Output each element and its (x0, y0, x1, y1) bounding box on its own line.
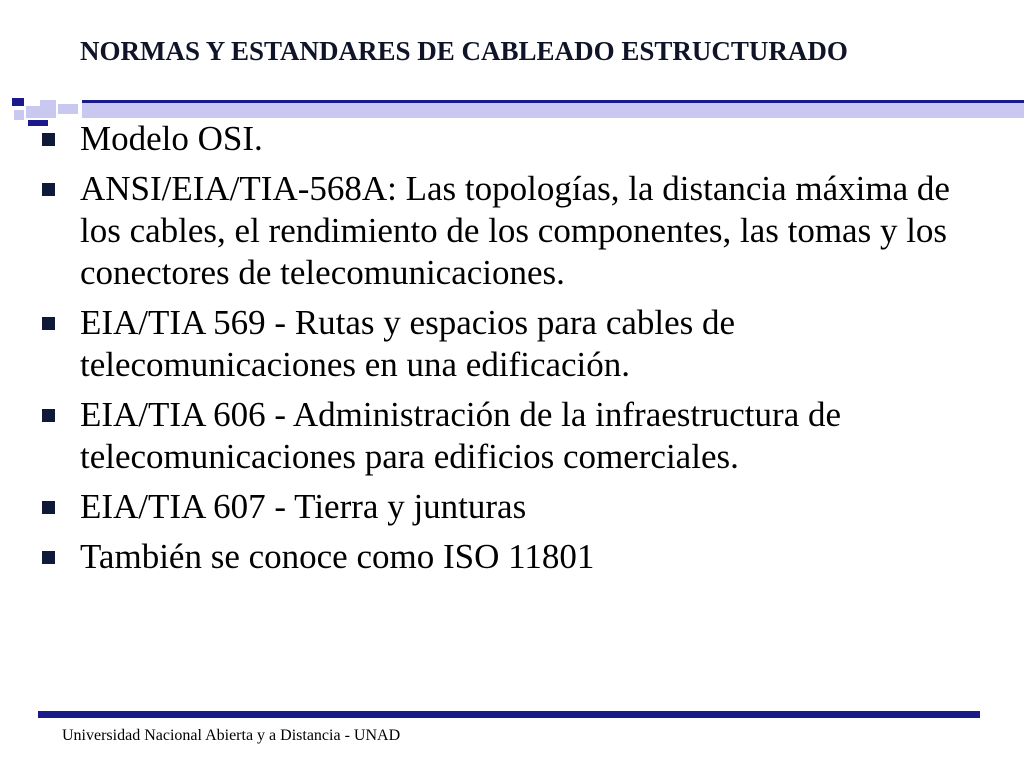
decorative-square (58, 104, 78, 114)
bullet-text: EIA/TIA 569 - Rutas y espacios para cables de telecomunicaciones en una edificación. (80, 303, 736, 384)
header-accent-bar (82, 103, 1024, 118)
bullet-item (38, 486, 998, 528)
bullet-item (38, 394, 998, 478)
bullet-text: EIA/TIA 606 - Administración de la infraestructura de telecomunicaciones para edificios comerciales. (80, 395, 842, 476)
decorative-square (12, 98, 24, 106)
bullet-text: ANSI/EIA/TIA-568A: Las topologías, la distancia máxima de los cables, el rendimiento de los componentes, las tomas y los conectores de telecomunicaciones. (80, 169, 950, 292)
bullet-text: También se conoce como ISO 11801 (80, 537, 595, 576)
square-bullet-icon (42, 501, 55, 514)
square-bullet-icon (42, 183, 55, 196)
bullet-item (38, 536, 998, 578)
decorative-square (26, 106, 40, 118)
bullet-text: Modelo OSI. (80, 119, 263, 158)
square-bullet-icon (42, 317, 55, 330)
slide-title: NORMAS Y ESTANDARES DE CABLEADO ESTRUCTURADO (80, 36, 848, 66)
decorative-square (14, 110, 24, 120)
footer-institution: Universidad Nacional Abierta y a Distancia - UNAD (62, 727, 401, 744)
header-rule (82, 100, 1024, 103)
square-bullet-icon (42, 551, 55, 564)
bullet-text: EIA/TIA 607 - Tierra y junturas (80, 487, 527, 526)
bullet-item (38, 302, 998, 386)
bullet-list (38, 118, 998, 586)
bullet-item (38, 118, 998, 160)
bullet-item (38, 168, 998, 294)
decorative-square (40, 100, 56, 118)
square-bullet-icon (42, 133, 55, 146)
square-bullet-icon (42, 409, 55, 422)
footer-rule (38, 711, 980, 718)
